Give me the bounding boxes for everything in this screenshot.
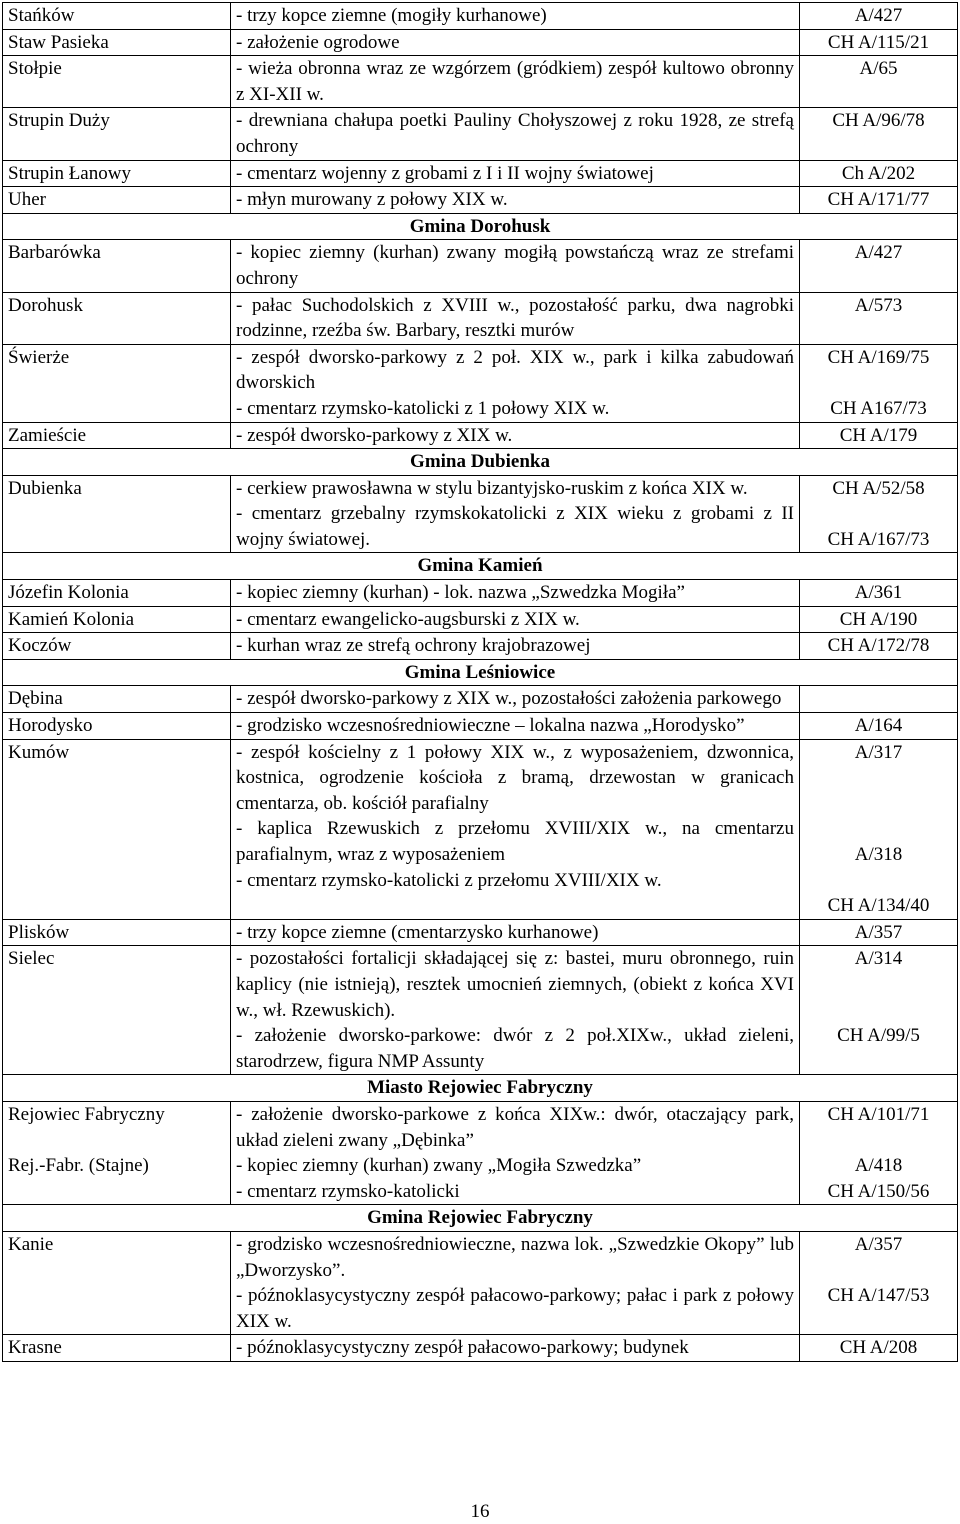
registry-number-line	[805, 1258, 952, 1284]
description-line: - kopiec ziemny (kurhan) - lok. nazwa „Szwedzka Mogiła”	[236, 582, 685, 604]
place-name-cell	[3, 187, 231, 214]
section-title: Gmina Kamień	[3, 553, 958, 580]
registry-number-cell	[800, 56, 958, 108]
description-cell	[231, 56, 800, 108]
place-name-cell	[3, 606, 231, 633]
registry-number-line: CH A/52/58	[832, 477, 925, 499]
place-name-cell	[3, 160, 231, 187]
table-row	[3, 56, 958, 108]
place-name-line: Kamień Kolonia	[8, 608, 135, 630]
registry-number-cell	[800, 1101, 958, 1204]
place-name-cell	[3, 919, 231, 946]
registry-number-line: A/573	[854, 294, 903, 316]
place-name-cell	[3, 1335, 231, 1362]
description-cell	[231, 475, 800, 553]
place-name-cell	[3, 344, 231, 422]
registry-number-line	[805, 370, 952, 396]
table-row	[3, 422, 958, 449]
registry-number-line: A/427	[854, 242, 903, 264]
registry-number-line: A/164	[854, 715, 903, 737]
section-header-row	[3, 213, 958, 240]
registry-number-cell	[800, 606, 958, 633]
registry-number-line	[805, 791, 952, 817]
table-row	[3, 292, 958, 344]
registry-number-cell	[800, 160, 958, 187]
description-line: - późnoklasycystyczny zespół pałacowo-parkowy; pałac i park z połowy XIX w.	[236, 1285, 794, 1332]
registry-number-cell	[800, 475, 958, 553]
registry-number-line: A/314	[854, 948, 903, 970]
table-row	[3, 187, 958, 214]
description-line: - cmentarz grzebalny rzymskokatolicki z XIX wieku z grobami z II wojny światowej.	[236, 503, 794, 550]
place-name-cell	[3, 240, 231, 292]
registry-number-line	[805, 686, 952, 712]
registry-number-line	[805, 501, 952, 527]
table-row	[3, 606, 958, 633]
section-header-row	[3, 659, 958, 686]
description-line: - kopiec ziemny (kurhan) zwany „Mogiła Szwedzka”	[236, 1155, 642, 1177]
registry-number-line	[805, 972, 952, 998]
place-name-line: Zamieście	[8, 424, 87, 446]
registry-number-cell	[800, 580, 958, 607]
registry-number-line	[805, 816, 952, 842]
place-name-cell	[3, 713, 231, 740]
table-row	[3, 160, 958, 187]
registry-number-line: CH A/101/71	[827, 1103, 930, 1125]
registry-number-line: A/357	[854, 1233, 903, 1255]
registry-number-line: A/318	[854, 844, 903, 865]
description-line: - grodzisko wczesnośredniowieczne – lokalna nazwa „Horodysko”	[236, 715, 745, 737]
table-row	[3, 946, 958, 1075]
registry-number-cell	[800, 739, 958, 919]
description-cell	[231, 739, 800, 919]
registry-number-cell	[800, 187, 958, 214]
description-line: - zespół kościelny z 1 połowy XIX w., z wyposażeniem, dzwonnica, kostnica, ogrodzenie kościoła z bramą, drzewostan w granicach cmentarza, ob. kościół parafialny	[236, 741, 794, 814]
description-cell	[231, 344, 800, 422]
registry-number-cell	[800, 1335, 958, 1362]
registry-number-line: CH A/147/53	[827, 1285, 930, 1307]
description-cell	[231, 3, 800, 30]
place-name-line	[8, 1128, 225, 1154]
place-name-line: Józefin Kolonia	[8, 582, 129, 604]
place-name-line: Barbarówka	[8, 242, 101, 264]
place-name-line: Kanie	[8, 1233, 54, 1255]
table-row	[3, 240, 958, 292]
registry-number-cell	[800, 3, 958, 30]
place-name-cell	[3, 686, 231, 713]
description-line: - kaplica Rzewuskich z przełomu XVIII/XIX w., na cmentarzu parafialnym, wraz z wyposażeniem	[236, 818, 794, 865]
description-cell	[231, 1101, 800, 1204]
description-line: - cmentarz rzymsko-katolicki z przełomu XVIII/XIX w.	[236, 869, 662, 891]
registry-number-line: CH A/150/56	[827, 1180, 930, 1202]
registry-number-cell	[800, 1231, 958, 1334]
place-name-line: Kumów	[8, 741, 70, 763]
description-cell	[231, 580, 800, 607]
registry-number-cell	[800, 686, 958, 713]
description-line: - cmentarz ewangelicko-augsburski z XIX w.	[236, 608, 580, 630]
place-name-line: Krasne	[8, 1337, 62, 1359]
description-line: - założenie dworsko-parkowe z końca XIXw.: dwór, otaczający park, układ zieleni zwany „Dębinka”	[236, 1103, 794, 1151]
table-row	[3, 475, 958, 553]
section-header-row	[3, 449, 958, 476]
table-row	[3, 633, 958, 660]
description-line: - kurhan wraz ze strefą ochrony krajobrazowej	[236, 635, 591, 657]
description-line: - cmentarz wojenny z grobami z I i II wojny światowej	[236, 162, 654, 184]
section-header-row	[3, 1205, 958, 1232]
registry-number-cell	[800, 633, 958, 660]
place-name-cell	[3, 292, 231, 344]
registry-number-line: CH A/179	[839, 424, 918, 446]
section-title: Gmina Rejowiec Fabryczny	[3, 1205, 958, 1232]
place-name-line: Koczów	[8, 635, 72, 657]
registry-number-line: CH A/99/5	[837, 1025, 920, 1047]
place-name-cell	[3, 29, 231, 56]
table-row	[3, 3, 958, 30]
registry-number-line: Ch A/202	[841, 162, 916, 184]
description-cell	[231, 240, 800, 292]
description-line: - założenie ogrodowe	[236, 31, 400, 53]
description-line: - wieża obronna wraz ze wzgórzem (gródkiem) zespół kultowo obronny z XI-XII w.	[236, 58, 794, 105]
description-line: - zespół dworsko-parkowy z XIX w.	[236, 424, 513, 446]
registry-number-line: CH A/115/21	[827, 31, 930, 53]
registry-number-line: CH A/190	[839, 608, 918, 630]
table-row	[3, 580, 958, 607]
description-line: - trzy kopce ziemne (mogiły kurhanowe)	[236, 5, 547, 26]
section-header-row	[3, 553, 958, 580]
description-cell	[231, 422, 800, 449]
registry-number-line	[805, 1128, 952, 1154]
place-name-line: Horodysko	[8, 715, 93, 737]
place-name-cell	[3, 108, 231, 160]
place-name-cell	[3, 580, 231, 607]
registry-number-line: A/317	[854, 741, 903, 763]
description-line: - założenie dworsko-parkowe: dwór z 2 poł.XIXw., układ zieleni, starodrzew, figura NMP Assunty	[236, 1025, 794, 1072]
description-line: - cerkiew prawosławna w stylu bizantyjsko-ruskim z końca XIX w.	[236, 477, 748, 499]
description-cell	[231, 29, 800, 56]
registry-number-cell	[800, 919, 958, 946]
description-cell	[231, 108, 800, 160]
place-name-cell	[3, 3, 231, 30]
description-line: - młyn murowany z połowy XIX w.	[236, 189, 508, 211]
table-row	[3, 344, 958, 422]
table-row	[3, 1335, 958, 1362]
place-name-line: Stołpie	[8, 58, 62, 80]
description-line: - cmentarz rzymsko-katolicki	[236, 1180, 460, 1202]
place-name-cell	[3, 56, 231, 108]
description-line: - pałac Suchodolskich z XVIII w., pozostałość parku, dwa nagrobki rodzinne, rzeźba św. Barbary, resztki murów	[236, 294, 794, 342]
registry-number-line	[805, 998, 952, 1024]
registry-number-line	[805, 868, 952, 894]
place-name-line: Dubienka	[8, 477, 82, 499]
table-row	[3, 1101, 958, 1204]
table-row	[3, 29, 958, 56]
registry-number-line: CH A/172/78	[827, 635, 930, 657]
description-line: - cmentarz rzymsko-katolicki z 1 połowy XIX w.	[236, 397, 610, 419]
place-name-line: Stańków	[8, 5, 75, 26]
description-cell	[231, 713, 800, 740]
section-title: Gmina Dorohusk	[3, 213, 958, 240]
registry-number-line: A/357	[854, 921, 903, 943]
section-title: Gmina Leśniowice	[3, 659, 958, 686]
description-cell	[231, 160, 800, 187]
table-row	[3, 713, 958, 740]
registry-number-line: CH A/169/75	[827, 346, 930, 368]
registry-number-line: CH A/167/73	[827, 528, 930, 550]
place-name-cell	[3, 1101, 231, 1204]
registry-number-cell	[800, 29, 958, 56]
description-line: - trzy kopce ziemne (cmentarzysko kurhanowe)	[236, 921, 599, 943]
registry-number-line: A/361	[854, 582, 903, 604]
description-cell	[231, 919, 800, 946]
registry-number-cell	[800, 108, 958, 160]
place-name-cell	[3, 739, 231, 919]
registry-number-line: CH A/171/77	[827, 189, 930, 211]
place-name-line: Strupin Duży	[8, 110, 110, 132]
description-line: - zespół dworsko-parkowy z 2 poł. XIX w., park i kilka zabudowań dworskich	[236, 346, 794, 394]
table-row	[3, 686, 958, 713]
place-name-cell	[3, 475, 231, 553]
place-name-line: Sielec	[8, 948, 55, 970]
description-cell	[231, 1231, 800, 1334]
description-line: - grodzisko wczesnośredniowieczne, nazwa lok. „Szwedzkie Okopy” lub „Dworzysko”.	[236, 1233, 794, 1281]
table-row	[3, 1231, 958, 1334]
section-title: Gmina Dubienka	[3, 449, 958, 476]
description-line: - zespół dworsko-parkowy z XIX w., pozostałości założenia parkowego	[236, 688, 782, 710]
section-header-row	[3, 1075, 958, 1102]
monument-registry-table	[2, 2, 958, 1362]
place-name-line: Rejowiec Fabryczny	[8, 1103, 165, 1125]
registry-number-line: A/427	[854, 5, 903, 26]
table-row	[3, 108, 958, 160]
registry-number-cell	[800, 292, 958, 344]
registry-number-cell	[800, 946, 958, 1075]
place-name-cell	[3, 422, 231, 449]
registry-number-line	[805, 765, 952, 791]
description-line: - pozostałości fortalicji składającej się z: bastei, muru obronnego, ruin kaplicy (nie istnieją), resztek umocnień ziemnych, (obiekt z końca XVI w., wł. Rzewuskich).	[236, 948, 794, 1021]
section-title: Miasto Rejowiec Fabryczny	[3, 1075, 958, 1102]
table-row	[3, 739, 958, 919]
description-line: - późnoklasycystyczny zespół pałacowo-parkowy; budynek	[236, 1337, 689, 1359]
registry-number-cell	[800, 713, 958, 740]
registry-number-line: A/418	[854, 1155, 903, 1177]
place-name-line: Dębina	[8, 688, 63, 710]
place-name-line: Staw Pasieka	[8, 31, 109, 53]
registry-number-line: A/65	[859, 58, 898, 80]
place-name-line: Plisków	[8, 921, 70, 943]
registry-number-line: CH A/96/78	[832, 110, 925, 132]
description-cell	[231, 292, 800, 344]
registry-number-cell	[800, 344, 958, 422]
table-row	[3, 919, 958, 946]
registry-number-cell	[800, 422, 958, 449]
description-line: - kopiec ziemny (kurhan) zwany mogiłą powstańczą wraz ze strefami ochrony	[236, 242, 794, 289]
page-number: 16	[470, 1501, 490, 1522]
description-cell	[231, 606, 800, 633]
description-cell	[231, 686, 800, 713]
place-name-cell	[3, 946, 231, 1075]
place-name-cell	[3, 633, 231, 660]
description-cell	[231, 633, 800, 660]
place-name-line: Dorohusk	[8, 294, 83, 316]
place-name-line: Uher	[8, 189, 46, 211]
registry-number-line: CH A167/73	[830, 397, 927, 419]
registry-body	[3, 3, 958, 1362]
place-name-line: Strupin Łanowy	[8, 162, 131, 184]
description-cell	[231, 946, 800, 1075]
description-cell	[231, 187, 800, 214]
registry-number-cell	[800, 240, 958, 292]
registry-number-line: CH A/134/40	[827, 895, 930, 917]
place-name-cell	[3, 1231, 231, 1334]
description-cell	[231, 1335, 800, 1362]
registry-number-line: CH A/208	[839, 1337, 918, 1359]
place-name-line: Rej.-Fabr. (Stajne)	[8, 1155, 149, 1177]
description-line: - drewniana chałupa poetki Pauliny Chołyszowej z roku 1928, ze strefą ochrony	[236, 110, 794, 157]
place-name-line: Świerże	[8, 346, 70, 368]
